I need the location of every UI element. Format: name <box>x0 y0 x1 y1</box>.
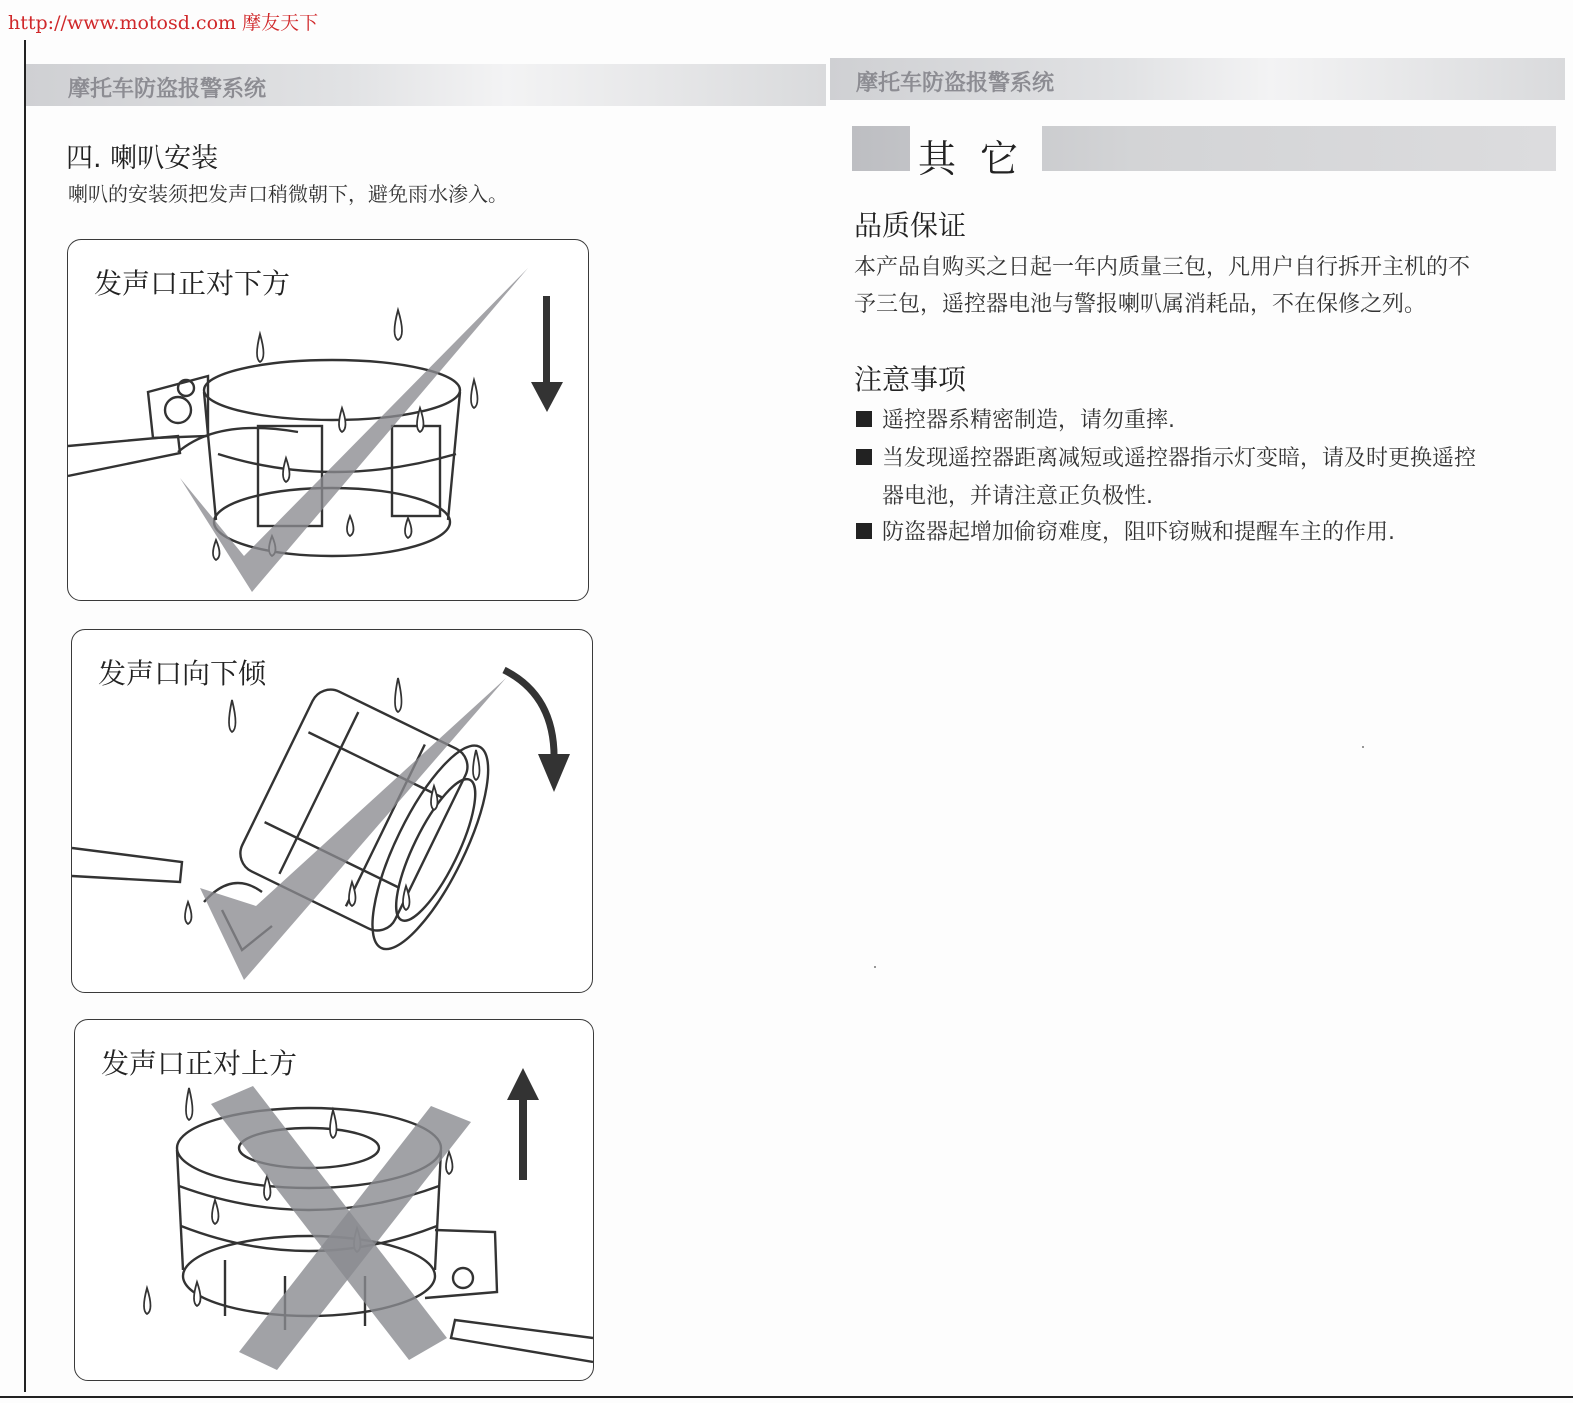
note-item: 遥控器系精密制造，请勿重摔. <box>882 408 1175 433</box>
arrow-curved-down-icon <box>504 670 570 792</box>
note-item-continuation: 器电池，并请注意正负极性. <box>882 484 1153 509</box>
watermark-text: http://www.motosd.com 摩友天下 <box>8 12 319 34</box>
panel-caption: 发声口正对上方 <box>101 1047 298 1080</box>
illustration-panel-facing-up <box>74 1019 594 1381</box>
panel-caption: 发声口向下倾 <box>98 657 267 690</box>
note-item: 防盗器起增加偷窃难度，阻吓窃贼和提醒车主的作用. <box>882 520 1395 545</box>
quality-line: 予三包，遥控器电池与警报喇叭属消耗品，不在保修之列。 <box>854 292 1427 317</box>
page-title: 其它 <box>918 137 1043 181</box>
illustration-panel-tilted-down <box>71 629 593 993</box>
scan-speck <box>874 966 876 968</box>
left-border-line <box>24 40 26 1392</box>
raindrop-icon <box>185 678 480 924</box>
left-running-header: 摩托车防盗报警系统 <box>68 77 267 102</box>
bullet-square-icon <box>856 411 872 427</box>
section-heading: 四. 喇叭安装 <box>66 143 219 174</box>
panel-caption: 发声口正对下方 <box>94 267 291 300</box>
right-running-header: 摩托车防盗报警系统 <box>856 71 1055 96</box>
intro-text: 喇叭的安装须把发声口稍微朝下，避免雨水渗入。 <box>68 182 508 206</box>
illustration-panel-facing-down <box>67 239 589 601</box>
note-item: 当发现遥控器距离减短或遥控器指示灯变暗，请及时更换遥控 <box>882 446 1477 471</box>
arrow-up-icon <box>507 1068 539 1180</box>
notes-heading: 注意事项 <box>854 363 967 396</box>
bottom-border-line <box>0 1396 1573 1398</box>
bullet-square-icon <box>856 449 872 465</box>
bullet-square-icon <box>856 523 872 539</box>
quality-line: 本产品自购买之日起一年内质量三包，凡用户自行拆开主机的不 <box>854 255 1471 280</box>
arrow-down-icon <box>531 296 563 412</box>
raindrop-icon <box>213 310 478 560</box>
quality-heading: 品质保证 <box>854 209 967 242</box>
scan-speck <box>1362 746 1364 748</box>
